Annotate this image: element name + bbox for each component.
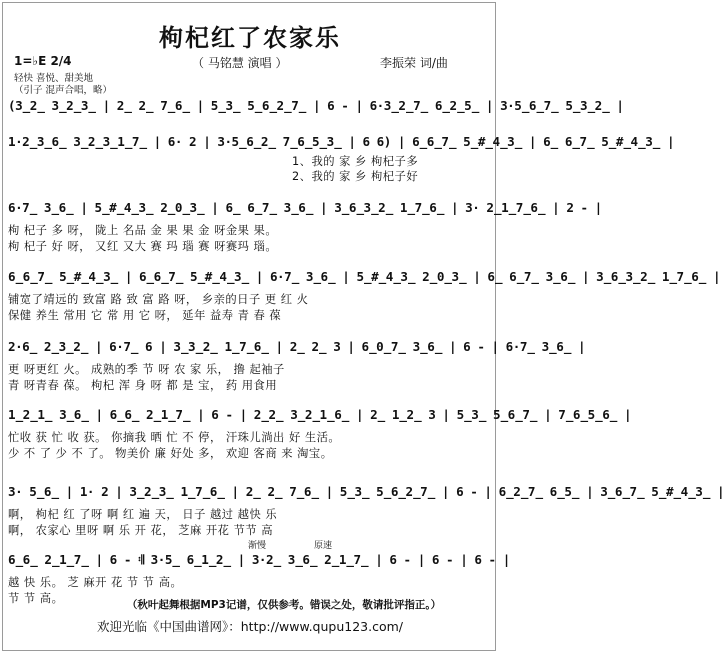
lyric-row-2b: 枸 杞子 好 呀， 又红 又大 赛 玛 瑙 赛 呀赛玛 瑙。: [8, 240, 278, 253]
key-signature: 1=♭E 2/4: [14, 54, 72, 68]
singer-credit: （ 马铭慧 演唱 ）: [192, 56, 288, 70]
song-title: 枸杞红了农家乐: [159, 24, 341, 52]
author-credit: 李振荣 词/曲: [380, 56, 448, 70]
lyric-row-7b: 节 节 高。: [8, 592, 64, 605]
lyric-row-3a: 铺宽了靖远的 致富 路 致 富 路 呀， 乡亲的日子 更 红 火: [8, 293, 309, 306]
lyric-row-5a: 忙收 获 忙 收 获。 你摘我 晒 忙 不 停， 汗珠儿淌出 好 生活。: [8, 431, 341, 444]
lyric-row-4b: 青 呀青春 葆。 枸杞 浑 身 呀 都 是 宝， 药 用食用: [8, 379, 278, 392]
lyric-row-5b: 少 不 了 少 不 了。 物美价 廉 好处 多， 欢迎 客商 来 淘宝。: [8, 447, 333, 460]
marking-slow: 渐慢: [248, 541, 267, 551]
lyric-row-3b: 保健 养生 常用 它 常 用 它 呀， 延年 益寿 青 春 葆: [8, 309, 282, 322]
lyric-row-1a: 1、我的 家 乡 枸杞子多: [292, 155, 419, 168]
notation-row-5: 2·6̲ 2̲3̲2̲ | 6·7̲ 6 | 3̲3̲2̲ 1̲7̲6̲ | 2̲ 2̲ 3 | 6̲0̲7̲ 3̲6̲ | 6 - | 6·7̲ 3̲6̲ |: [8, 339, 586, 354]
lyric-row-6b: 啊， 农家心 里呀 啊 乐 开 花， 芝麻 开花 节节 高: [8, 524, 274, 537]
transcriber-note: （秋叶起舞根据MP3记谱，仅供参考。错误之处，敬请批评指正。）: [126, 599, 442, 611]
notation-row-6: 1̲2̲1̲ 3̲6̲ | 6̲6̲ 2̲1̲7̲ | 6 - | 2̲2̲ 3̲2̲1̲6̲ | 2̲ 1̲2̲ 3 | 5̲3̲ 5̲6̲7̲ | 7̲6̲5̲6̲ |: [8, 407, 632, 422]
lyric-row-1b: 2、我的 家 乡 枸杞子好: [292, 170, 419, 183]
notation-row-3: 6·7̲ 3̲6̲ | 5̲#̲4̲3̲ 2̲0̲3̲ | 6̲ 6̲7̲ 3̲6̲ | 3̲6̲3̲2̲ 1̲7̲6̲ | 3· 2̲1̲7̲6̲ | 2 - |: [8, 200, 602, 215]
notation-row-4: 6̲6̲7̲ 5̲#̲4̲3̲ | 6̲6̲7̲ 5̲#̲4̲3̲ | 6·7̲ 3̲6̲ | 5̲#̲4̲3̲ 2̲0̲3̲ | 6̲ 6̲7̲ 3̲6̲ | 3̲6̲3̲2̲ 1̲7̲6̲ |: [8, 269, 721, 284]
notation-row-8: 6̲6̲ 2̲1̲7̲ | 6 - 𝄇 3·5̲ 6̲1̲2̲ | 3·2̲ 3̲6̲ 2̲1̲7̲ | 6 - | 6 - | 6 - |: [8, 552, 510, 567]
intro-note: （引子 混声合唱，略）: [14, 85, 113, 96]
marking-original: 原速: [314, 541, 333, 551]
tempo-marking: 轻快 喜悦、甜美地: [14, 73, 94, 84]
lyric-row-6a: 啊， 枸杞 红 了呀 啊 红 遍 天， 日子 越过 越快 乐: [8, 508, 278, 521]
site-credit: 欢迎光临《中国曲谱网》：http://www.qupu123.com/: [97, 619, 403, 634]
lyric-row-2a: 枸 杞子 多 呀， 陇上 名品 金 果 果 金 呀金果 果。: [8, 224, 278, 237]
notation-row-1: (3̲2̲ 3̲2̲3̲ | 2̲ 2̲ 7̲6̲ | 5̲3̲ 5̲6̲2̲7̲ | 6 - | 6·3̲2̲7̲ 6̲2̲5̲ | 3·5̲6̲7̲ 5̲3̲2̲ |: [8, 98, 624, 113]
notation-row-2: 1·2̲3̲6̲ 3̲2̲3̲1̲7̲ | 6· 2 | 3·5̲6̲2̲ 7̲6̲5̲3̲ | 6 6) | 6̲6̲7̲ 5̲#̲4̲3̲ | 6̲ 6̲7̲ 5̲#̲4̲3̲ |: [8, 134, 675, 149]
lyric-row-4a: 更 呀更红 火。 成熟的季 节 呀 农 家 乐， 撸 起袖子: [8, 363, 285, 376]
lyric-row-7a: 越 快 乐。 芝 麻开 花 节 节 高。: [8, 576, 183, 589]
notation-row-7: 3· 5̲6̲ | 1· 2 | 3̲2̲3̲ 1̲7̲6̲ | 2̲ 2̲ 7̲6̲ | 5̲3̲ 5̲6̲2̲7̲ | 6 - | 6̲2̲7̲ 6̲5̲ | 3̲6̲7̲ 5̲#̲4̲3̲ |: [8, 484, 724, 499]
